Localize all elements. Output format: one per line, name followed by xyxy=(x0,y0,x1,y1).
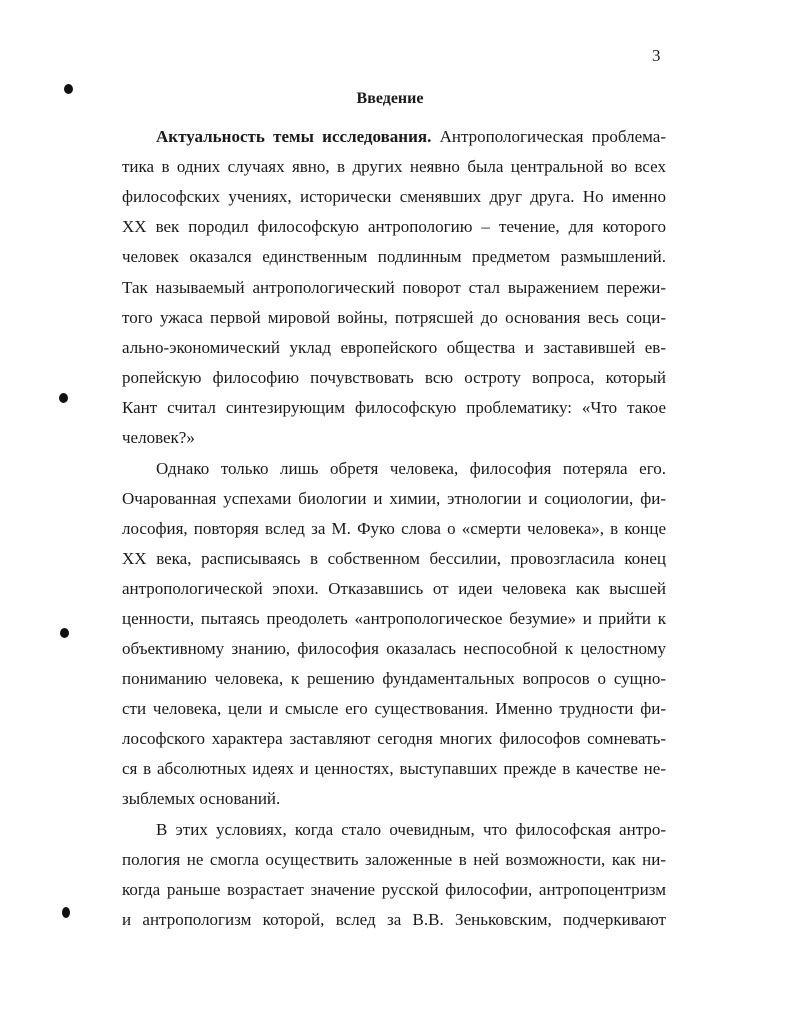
paragraph-1-line-1 xyxy=(156,125,666,149)
paragraph-2-line-7: объективному знанию, философия оказалась неспособной к целостному xyxy=(122,639,666,658)
paragraph-1-line-9: ропейскую философию почувствовать всю остроту вопроса, который xyxy=(122,368,666,387)
paragraph-2-line-9: сти человека, цели и смысле его существования. Именно трудности фи- xyxy=(122,699,666,718)
paragraph-2-line-12: зыблемых оснований. xyxy=(122,789,281,808)
paragraph-1-line-6: Так называемый антропологический поворот стал выражением пережи- xyxy=(122,278,666,297)
paragraph-3-line-4: и антропологизм которой, вслед за В.В. Зеньковским, подчеркивают xyxy=(122,910,666,929)
scan-speck xyxy=(62,907,70,918)
paragraph-3-line-1: В этих условиях, когда стало очевидным, что философская антро- xyxy=(156,820,666,839)
paragraph-2-line-4: XX века, расписываясь в собственном бессилии, провозгласила конец xyxy=(122,549,666,568)
paragraph-1-line-4: XX век породил философскую антропологию – течение, для которого xyxy=(122,217,666,236)
paragraph-2-line-8: пониманию человека, к решению фундаментальных вопросов о сущно- xyxy=(122,669,666,688)
page-title xyxy=(0,90,794,108)
paragraph-1-line-7: того ужаса первой мировой войны, потрясшей до основания весь соци- xyxy=(122,308,666,327)
paragraph-2-line-2: Очарованная успехами биологии и химии, этнологии и социологии, фи- xyxy=(122,489,666,508)
page-number: 3 xyxy=(652,46,661,65)
paragraph-1-line-3: философских учениях, исторически сменявших друг друга. Но именно xyxy=(122,187,666,206)
paragraph-2-line-6: ценности, пытаясь преодолеть «антропологическое безумие» и прийти к xyxy=(122,609,666,628)
paragraph-1-line-1-text: Антропологическая проблема- xyxy=(431,127,666,146)
paragraph-1-line-10: Кант считал синтезирующим философскую проблематику: «Что такое xyxy=(122,398,666,417)
paragraph-1-line-11: человек?» xyxy=(122,428,195,447)
paragraph-2-line-10: лософского характера заставляют сегодня многих философов сомневать- xyxy=(122,729,666,748)
paragraph-1-lead: Актуальность темы исследования. xyxy=(156,127,432,146)
paragraph-1-line-2: тика в одних случаях явно, в других неявно была центральной во всех xyxy=(122,157,666,176)
scan-speck xyxy=(59,393,68,403)
paragraph-2-line-1: Однако только лишь обретя человека, философия потеряла его. xyxy=(156,459,666,478)
paragraph-2-line-5: антропологической эпохи. Отказавшись от идеи человека как высшей xyxy=(122,579,666,598)
scan-speck xyxy=(60,628,69,638)
paragraph-2-line-11: ся в абсолютных идеях и ценностях, выступавших прежде в качестве не- xyxy=(122,759,666,778)
page-title-text: Введение xyxy=(356,90,424,107)
paragraph-1-line-8: ально-экономический уклад европейского общества и заставившей ев- xyxy=(122,338,666,357)
scan-speck xyxy=(64,84,73,94)
paragraph-3-line-3: когда раньше возрастает значение русской философии, антропоцентризм xyxy=(122,880,666,899)
paragraph-1-line-5: человек оказался единственным подлинным предметом размышлений. xyxy=(122,247,666,266)
paragraph-2-line-3: лософия, повторяя вслед за М. Фуко слова о «смерти человека», в конце xyxy=(122,519,666,538)
paragraph-3-line-2: пология не смогла осуществить заложенные в ней возможности, как ни- xyxy=(122,850,666,869)
